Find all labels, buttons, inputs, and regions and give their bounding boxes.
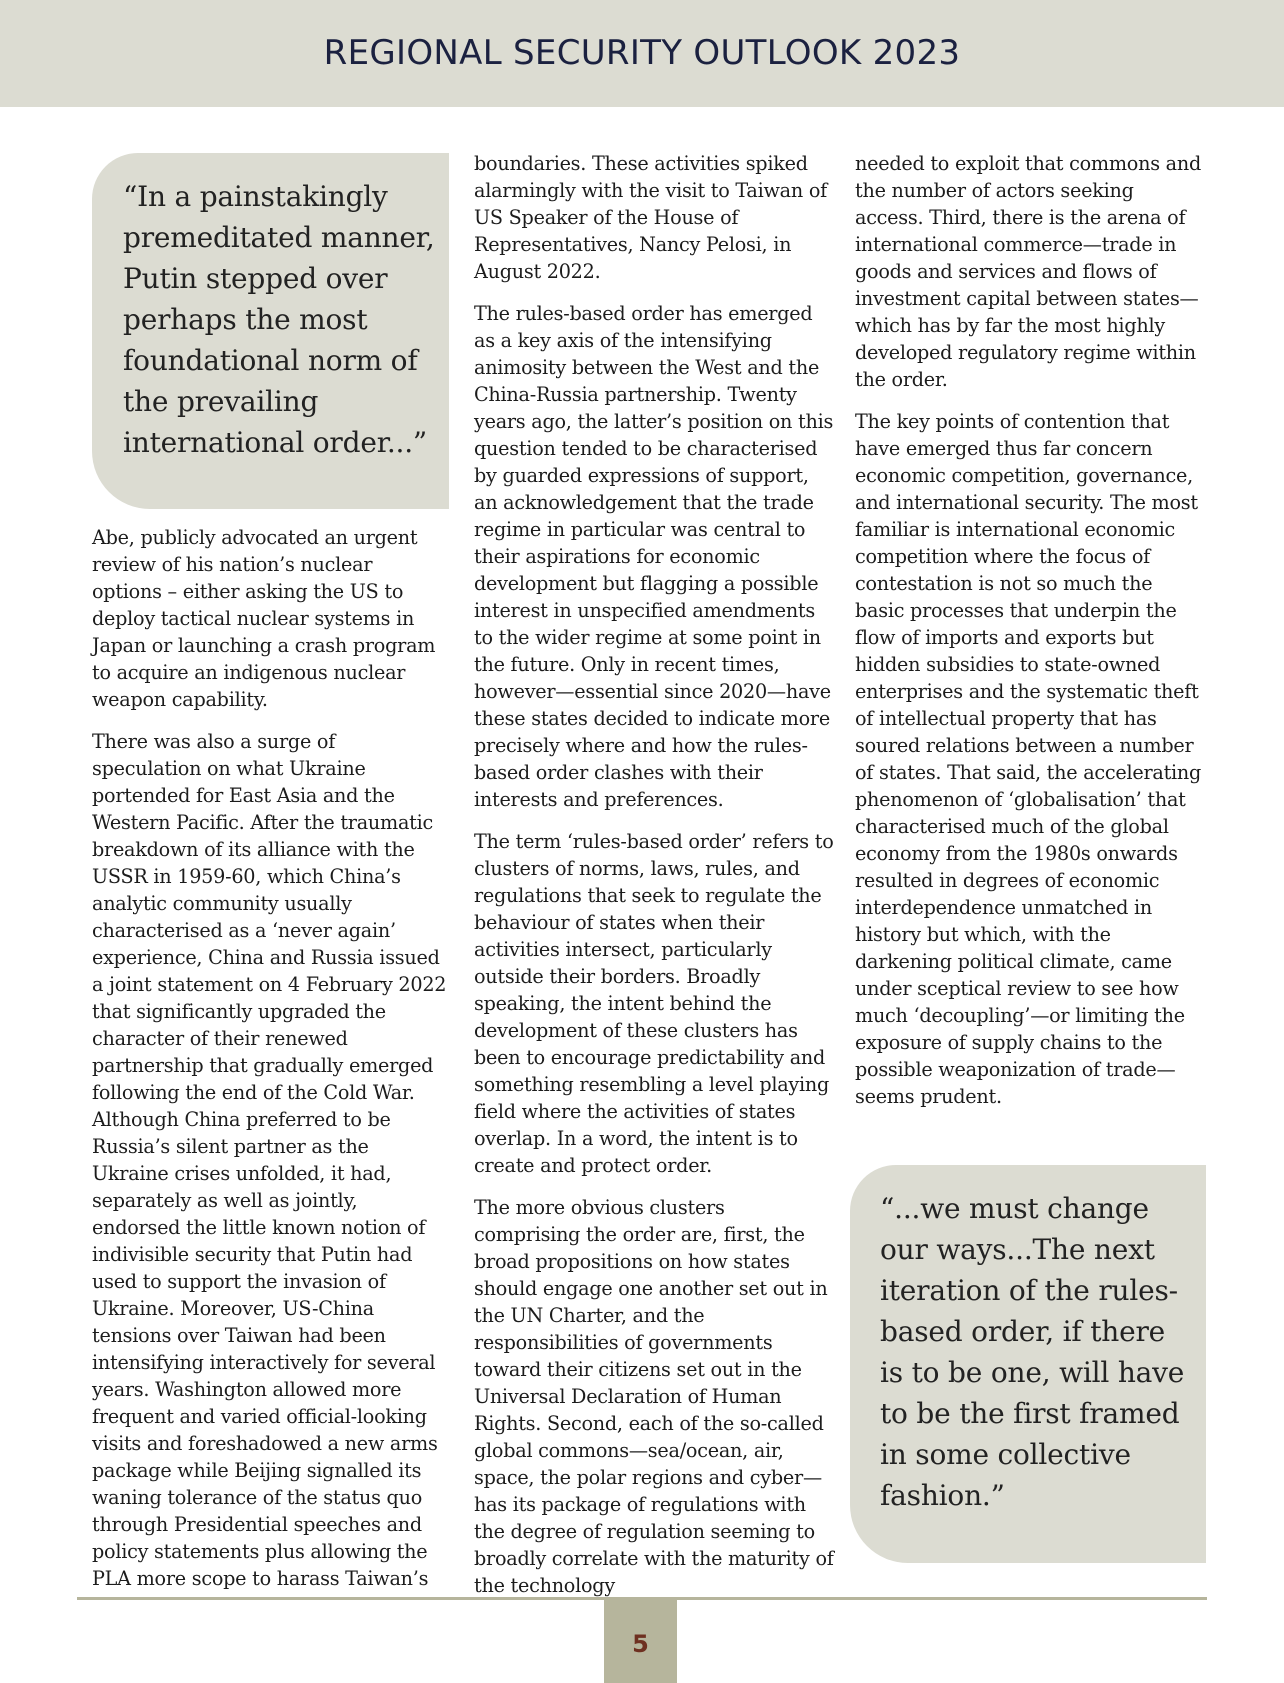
paragraph: The key points of contention that have emerged thus far concern economic competition, governance, and international security. The most familiar is international economic competition where the focus of contestation is not so much the basic processes that underpin the flow of imports and exports but hidden subsidies to state-owned enterprises and the systematic theft of intellectual property that has soured relations between a number of states. That said, the accelerating phenomenon of ‘globalisation’ that characterised much of the global economy from the 1980s onwards resulted in degrees of economic interdependence unmatched in history but which, with the darkening political climate, came under sceptical review to see how much ‘decoupling’—or limiting the exposure of supply chains to the possible weaponization of trade—seems prudent. [855,410,1202,1108]
paragraph: The rules-based order has emerged as a key axis of the intensifying animosity between the West and the China-Russia partnership. Twenty years ago, the latter’s position on this question tended to be characterised by guarded expressions of support, an acknowledgement that the trade regime in particular was central to their aspirations for economic development but flagging a possible interest in unspecified amendments to the wider regime at some point in the future. Only in recent times, however—essential since 2020—have these states decided to indicate more precisely where and how the rules-based order clashes with their interests and preferences. [474,302,834,811]
paragraph: boundaries. These activities spiked alarmingly with the visit to Taiwan of US Speaker of the House of Representatives, Nancy Pelosi, in August 2022. [474,152,827,283]
pull-quote-rules-based-order: “...we must change our ways...The next iteration of the rules-based order, if there is to be one, will have to be the first framed in some collective fashion.” [850,1165,1206,1563]
page-number-tab [604,1600,677,1683]
paragraph: The term ‘rules-based order’ refers to clusters of norms, laws, rules, and regulations that seek to regulate the behaviour of states when their activities intersect, particularly outside their borders. Broadly speaking, the intent behind the development of these clusters has been to encourage predictability and something resembling a level playing field where the activities of states overlap. In a word, the intent is to create and protect order. [474,830,834,1177]
paragraph: The more obvious clusters comprising the order are, first, the broad propositions on how states should engage one another set out in the UN Charter, and the responsibilities of governments toward their citizens set out in the Universal Declaration of Human Rights. Second, each of the so-called global commons—sea/ocean, air, space, the polar regions and cyber—has its package of regulations with the degree of regulation seeming to broadly correlate with the maturity of the technology [474,1196,834,1597]
pull-quote-putin: “In a painstakingly premeditated manner, Putin stepped over perhaps the most foundational norm of the prevailing international order...” [92,153,449,509]
paragraph: needed to exploit that commons and the number of actors seeking access. Third, there is the arena of international commerce—trade in goods and services and flows of investment capital between states—which has by far the most highly developed regulatory regime within the order. [855,152,1201,391]
page-title: REGIONAL SECURITY OUTLOOK 2023 [323,33,961,73]
text-column-right [855,150,1205,1125]
paragraph: Abe, publicly advocated an urgent review of his nation’s nuclear options – either asking the US to deploy tactical nuclear systems in Japan or launching a crash program to acquire an indigenous nuclear weapon capability. [92,526,436,711]
page-number: 5 [632,1630,649,1658]
page-header [0,0,1284,107]
text-column-left [92,524,447,1607]
paragraph: There was also a surge of speculation on what Ukraine portended for East Asia and the Western Pacific. After the traumatic breakdown of its alliance with the USSR in 1959-60, which China’s analytic community usually characterised as a ‘never again’ experience, China and Russia issued a joint statement on 4 February 2022 that significantly upgraded the character of their renewed partnership that gradually emerged following the end of the Cold War. Although China preferred to be Russia’s silent partner as the Ukraine crises unfolded, it had, separately as well as jointly, endorsed the little known notion of indivisible security that Putin had used to support the invasion of Ukraine. Moreover, US-China tensions over Taiwan had been intensifying interactively for several years. Washington allowed more frequent and varied official-looking visits and foreshadowed a new arms package while Beijing signalled its waning tolerance of the status quo through Presidential speeches and policy statements plus allowing the PLA more scope to harass Taiwan’s [92,730,447,1590]
text-column-middle [474,150,834,1614]
